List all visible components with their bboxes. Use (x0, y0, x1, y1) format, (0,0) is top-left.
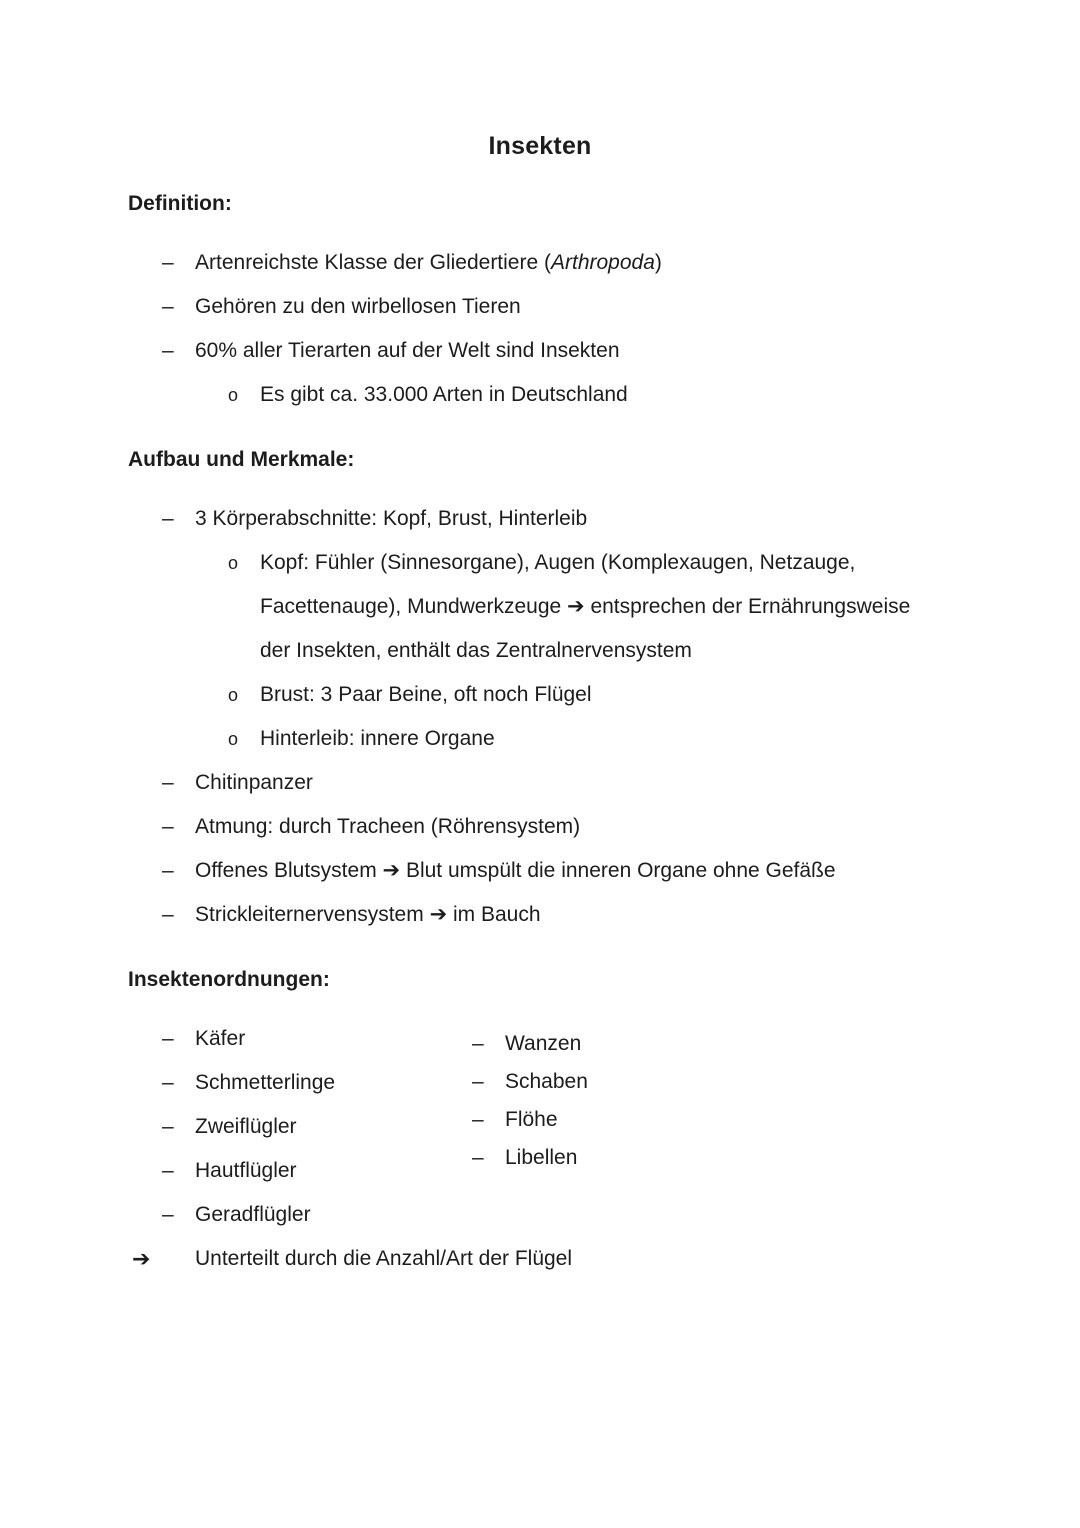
list-item-text: Zweiflügler (195, 1115, 297, 1138)
list-item-text: Offenes Blutsystem ➔ Blut umspült die inneren Organe ohne Gefäße (195, 859, 836, 882)
aufbau-heading: Aufbau und Merkmale: (128, 448, 355, 471)
definition-list (128, 241, 1000, 417)
circle-bullet-icon: o (228, 685, 239, 705)
dash-bullet-icon: – (472, 1146, 484, 1169)
list-item-text: Strickleiternervensystem ➔ im Bauch (195, 903, 541, 926)
list-item (128, 285, 957, 329)
list-item (128, 1105, 438, 1149)
list-item-text: Hautflügler (195, 1159, 297, 1182)
list-item-text: 60% aller Tierarten auf der Welt sind Insekten (195, 339, 620, 362)
circle-bullet-icon: o (228, 553, 239, 573)
list-item-text-post: ) (654, 251, 662, 274)
ordnungen-right-list (438, 1025, 588, 1177)
dash-bullet-icon: – (472, 1070, 484, 1093)
arrow-note-text: Unterteilt durch die Anzahl/Art der Flügel (195, 1247, 573, 1270)
dash-bullet-icon: – (162, 1071, 174, 1094)
list-item-text: Gehören zu den wirbellosen Tieren (195, 295, 521, 318)
list-item-text: Es gibt ca. 33.000 Arten in Deutschland (260, 383, 628, 406)
list-item (128, 373, 938, 417)
list-item (128, 761, 957, 805)
list-item-text: Schmetterlinge (195, 1071, 336, 1094)
list-item-text: Atmung: durch Tracheen (Röhrensystem) (195, 815, 581, 838)
ordnungen-heading: Insektenordnungen: (128, 968, 330, 991)
list-item (128, 1193, 438, 1237)
dash-bullet-icon: – (162, 771, 174, 794)
section-definition (128, 190, 1000, 417)
list-item-text: Wanzen (505, 1032, 582, 1055)
dash-bullet-icon: – (162, 339, 174, 362)
list-item (438, 1025, 588, 1063)
list-item (438, 1063, 588, 1101)
list-item-text: Kopf: Fühler (Sinnesorgane), Augen (Komplexaugen, Netzauge, Facettenauge), Mundwerkzeuge ➔ entsprechen der Ernährungsweise der Insekten, enthält das Zentralnervensystem (260, 551, 911, 662)
arrow-bullet-icon: ➔ (132, 1246, 151, 1271)
circle-bullet-icon: o (228, 385, 239, 405)
list-item (128, 329, 957, 373)
definition-heading: Definition: (128, 192, 232, 215)
list-item (128, 541, 938, 673)
list-item-text: Brust: 3 Paar Beine, oft noch Flügel (260, 683, 592, 706)
list-item-text (195, 251, 662, 274)
ordnungen-left-list (128, 1017, 438, 1237)
arrow-note (128, 1237, 957, 1281)
circle-bullet-icon: o (228, 729, 239, 749)
list-item (128, 1017, 438, 1061)
list-item-text-italic: Arthropoda (551, 251, 655, 274)
list-item (438, 1139, 588, 1177)
dash-bullet-icon: – (162, 507, 174, 530)
dash-bullet-icon: – (162, 1027, 174, 1050)
list-item-text-pre: Artenreichste Klasse der Gliedertiere ( (195, 251, 551, 274)
list-item-text: Libellen (505, 1146, 578, 1169)
list-item-text: Chitinpanzer (195, 771, 313, 794)
dash-bullet-icon: – (162, 251, 174, 274)
dash-bullet-icon: – (162, 1203, 174, 1226)
list-item-text: 3 Körperabschnitte: Kopf, Brust, Hinterleib (195, 507, 588, 530)
list-item (128, 497, 957, 541)
dash-bullet-icon: – (162, 815, 174, 838)
list-item (128, 893, 957, 937)
dash-bullet-icon: – (162, 859, 174, 882)
list-item (128, 717, 938, 761)
list-item (128, 1061, 438, 1105)
section-ordnungen (128, 966, 1000, 1281)
list-item (128, 1149, 438, 1193)
list-item (128, 673, 938, 717)
list-item-text: Flöhe (505, 1108, 558, 1131)
list-item-text: Geradflügler (195, 1203, 311, 1226)
list-item-text: Schaben (505, 1070, 588, 1093)
list-item (438, 1101, 588, 1139)
dash-bullet-icon: – (472, 1108, 484, 1131)
dash-bullet-icon: – (162, 295, 174, 318)
list-item-text: Käfer (195, 1027, 246, 1050)
dash-bullet-icon: – (162, 1159, 174, 1182)
list-item (128, 849, 957, 893)
dash-bullet-icon: – (162, 1115, 174, 1138)
dash-bullet-icon: – (162, 903, 174, 926)
page-title: Insekten (488, 132, 592, 160)
list-item (128, 805, 957, 849)
ordnungen-columns (128, 994, 1000, 1237)
dash-bullet-icon: – (472, 1032, 484, 1055)
aufbau-list (128, 497, 1000, 937)
list-item-text: Hinterleib: innere Organe (260, 727, 495, 750)
list-item (128, 241, 957, 285)
section-aufbau (128, 446, 1000, 937)
